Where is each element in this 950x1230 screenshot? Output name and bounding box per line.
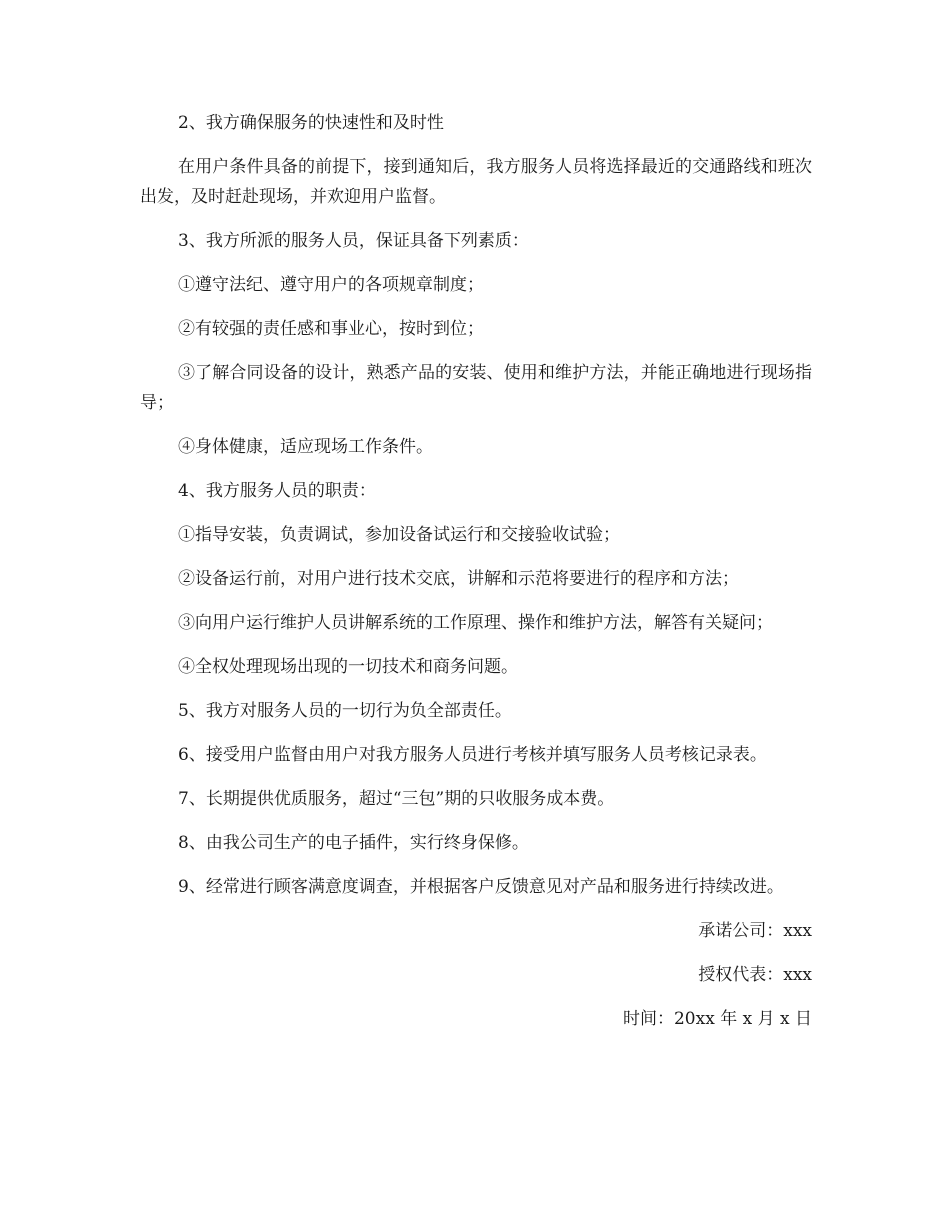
paragraph-duty-2: ②设备运行前，对用户进行技术交底，讲解和示范将要进行的程序和方法；	[178, 569, 739, 589]
paragraph-quality-1: ①遵守法纪、遵守用户的各项规章制度；	[178, 275, 484, 295]
paragraph-duty-4: ④全权处理现场出现的一切技术和商务问题。	[178, 657, 518, 677]
paragraph-item-7: 7、长期提供优质服务，超过“三包”期的只收服务成本费。	[178, 789, 615, 809]
paragraph-response-detail: 在用户条件具备的前提下，接到通知后，我方服务人员将选择最近的交通路线和班次出发，及时赶赴现场，并欢迎用户监督。	[140, 157, 812, 207]
signature-representative: 授权代表：xxx	[698, 965, 812, 985]
paragraph-item-5: 5、我方对服务人员的一切行为负全部责任。	[178, 701, 512, 721]
paragraph-duty-3: ③向用户运行维护人员讲解系统的工作原理、操作和维护方法，解答有关疑问；	[178, 613, 773, 633]
signature-date: 时间：20xx 年 x 月 x 日	[622, 1009, 812, 1029]
paragraph-duty-1: ①指导安装，负责调试，参加设备试运行和交接验收试验；	[178, 525, 620, 545]
paragraph-item-4-heading: 4、我方服务人员的职责：	[178, 481, 376, 501]
signature-company: 承诺公司：xxx	[698, 921, 812, 941]
paragraph-item-6: 6、接受用户监督由用户对我方服务人员进行考核并填写服务人员考核记录表。	[178, 745, 767, 765]
document-body	[140, 108, 812, 1048]
paragraph-quality-3: ③了解合同设备的设计，熟悉产品的安装、使用和维护方法，并能正确地进行现场指导；	[140, 363, 812, 413]
paragraph-quality-2: ②有较强的责任感和事业心，按时到位；	[178, 319, 484, 339]
paragraph-item-8: 8、由我公司生产的电子插件，实行终身保修。	[178, 833, 529, 853]
paragraph-item-3-heading: 3、我方所派的服务人员，保证具备下列素质：	[178, 231, 529, 251]
paragraph-quality-4: ④身体健康，适应现场工作条件。	[178, 437, 433, 457]
paragraph-item-2-heading: 2、我方确保服务的快速性和及时性	[178, 113, 444, 133]
paragraph-item-9: 9、经常进行顾客满意度调查，并根据客户反馈意见对产品和服务进行持续改进。	[178, 877, 784, 897]
